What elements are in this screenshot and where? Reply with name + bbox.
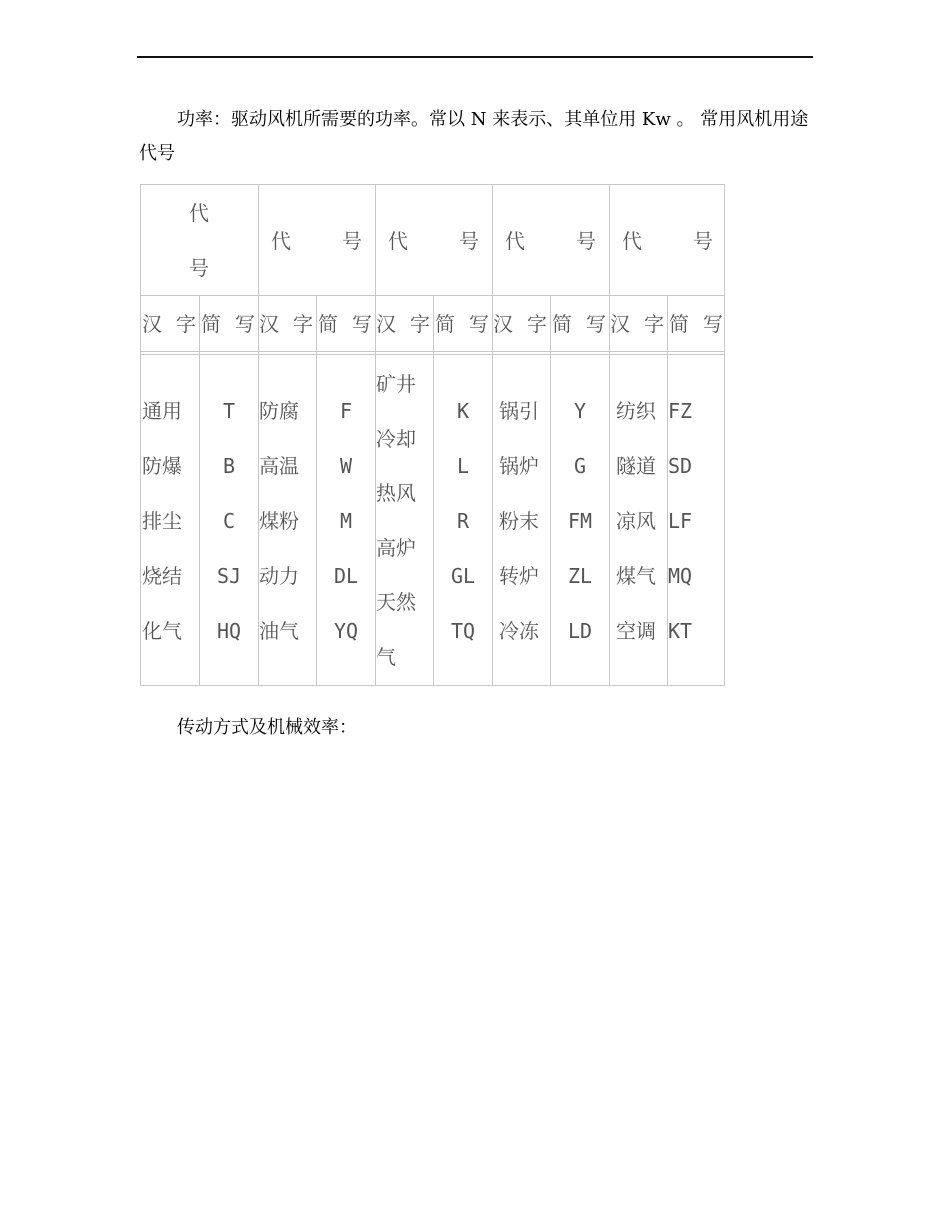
usage-code: SD: [668, 454, 693, 478]
group-header-left: 代: [388, 229, 408, 253]
usage-code: FM: [567, 509, 593, 533]
usage-name-line: 冷却: [376, 426, 416, 451]
table-divider: [550, 295, 551, 685]
usage-code: Y: [573, 399, 587, 423]
group-header-right: 号: [342, 229, 362, 253]
usage-code: SJ: [216, 564, 242, 588]
sub-header-abbr-2: 写: [469, 312, 489, 336]
usage-code: C: [222, 509, 236, 533]
sub-header-abbr-1: 简: [201, 312, 221, 336]
usage-code: L: [456, 454, 470, 478]
group-header-right: 号: [693, 229, 713, 253]
group-header-left: 代: [271, 229, 291, 253]
usage-code: B: [222, 454, 236, 478]
sub-header-hanzi-1: 汉: [493, 312, 513, 336]
usage-name: 转炉: [499, 564, 539, 588]
usage-name-line: 气: [376, 644, 396, 669]
usage-name: 凉风: [616, 509, 656, 533]
group-header-right: 号: [576, 229, 596, 253]
usage-name: 冷冻: [499, 619, 539, 643]
paragraph-power: 功率：驱动风机所需要的功率。常以 N 来表示、其单位用 Kw 。 常用风机用途代号: [139, 109, 809, 164]
usage-code: HQ: [216, 619, 242, 643]
usage-name: 空调: [616, 619, 656, 643]
table-divider: [492, 185, 493, 685]
usage-code: T: [222, 399, 236, 423]
sub-header-hanzi-1: 汉: [376, 312, 396, 336]
usage-code-column: [556, 399, 604, 674]
usage-name: 煤粉: [259, 509, 299, 533]
sub-header-hanzi-1: 汉: [142, 312, 162, 336]
usage-code-column: [205, 399, 253, 674]
usage-name: 通用: [142, 399, 182, 423]
group-header-right: 号: [459, 229, 479, 253]
sub-header-abbr-1: 简: [669, 312, 689, 336]
table-divider: [316, 295, 317, 685]
usage-code-column: [322, 399, 370, 674]
usage-name-line: 热风: [376, 481, 416, 505]
usage-name: 隧道: [616, 454, 656, 478]
usage-code-column: [439, 399, 487, 674]
sub-header-abbr-2: 写: [703, 312, 723, 336]
usage-name-line: 天然: [376, 590, 416, 614]
usage-code: DL: [333, 564, 359, 588]
usage-code: K: [456, 399, 470, 423]
usage-code: W: [339, 454, 353, 478]
sub-header-abbr-1: 简: [435, 312, 455, 336]
usage-name-column: [499, 399, 539, 674]
usage-name: 纺织: [616, 399, 656, 423]
sub-header-abbr-2: 写: [235, 312, 255, 336]
usage-code: FZ: [668, 399, 693, 423]
usage-code: LD: [567, 619, 593, 643]
usage-name: 化气: [142, 619, 182, 643]
usage-name-column: [142, 399, 182, 674]
usage-code: GL: [450, 564, 476, 588]
usage-name: 锅引: [499, 399, 539, 423]
paragraph-transmission: 传动方式及机械效率：: [177, 717, 357, 738]
usage-name: 粉末: [499, 509, 539, 533]
usage-code: TQ: [450, 619, 476, 643]
fan-usage-code-table: [140, 184, 725, 686]
usage-name: 防腐: [259, 399, 299, 423]
sub-header-hanzi-2: 字: [527, 312, 547, 336]
usage-name: 锅炉: [499, 454, 539, 478]
sub-header-hanzi-1: 汉: [610, 312, 630, 336]
group-header-left: 代: [622, 229, 642, 253]
usage-name: 防爆: [142, 454, 182, 478]
sub-header-abbr-1: 简: [318, 312, 338, 336]
usage-name-column: [616, 399, 656, 674]
usage-code: R: [456, 509, 470, 533]
usage-code: G: [573, 454, 587, 478]
sub-header-abbr-1: 简: [552, 312, 572, 336]
group-header-char: 号: [189, 256, 209, 280]
usage-code: YQ: [333, 619, 359, 643]
table-divider: [199, 295, 200, 685]
group-header-char: 代: [189, 201, 209, 225]
sub-header-abbr-2: 写: [586, 312, 606, 336]
header-rule: [137, 56, 813, 58]
usage-code-column: [668, 399, 692, 674]
sub-header-hanzi-2: 字: [293, 312, 313, 336]
usage-name-column: [259, 399, 299, 674]
usage-code: M: [339, 509, 353, 533]
usage-name: 排尘: [142, 509, 182, 533]
usage-name: 动力: [259, 564, 299, 588]
usage-name: 煤气: [616, 564, 656, 588]
table-divider: [433, 295, 434, 685]
usage-name: 油气: [259, 619, 299, 643]
sub-header-hanzi-1: 汉: [259, 312, 279, 336]
usage-name-column: [376, 372, 416, 699]
table-divider: [609, 185, 610, 685]
usage-name: 高温: [259, 454, 299, 478]
usage-code: MQ: [668, 564, 693, 588]
usage-code: F: [339, 399, 353, 423]
usage-code: LF: [668, 509, 693, 533]
sub-header-hanzi-2: 字: [644, 312, 664, 336]
sub-header-hanzi-2: 字: [410, 312, 430, 336]
usage-name-line: 高炉: [376, 535, 416, 560]
usage-name-line: 矿井: [376, 372, 416, 396]
usage-code: ZL: [567, 564, 593, 588]
sub-header-abbr-2: 写: [352, 312, 372, 336]
usage-name: 烧结: [142, 564, 182, 588]
sub-header-hanzi-2: 字: [176, 312, 196, 336]
group-header-left: 代: [505, 229, 525, 253]
usage-code: KT: [668, 619, 693, 643]
